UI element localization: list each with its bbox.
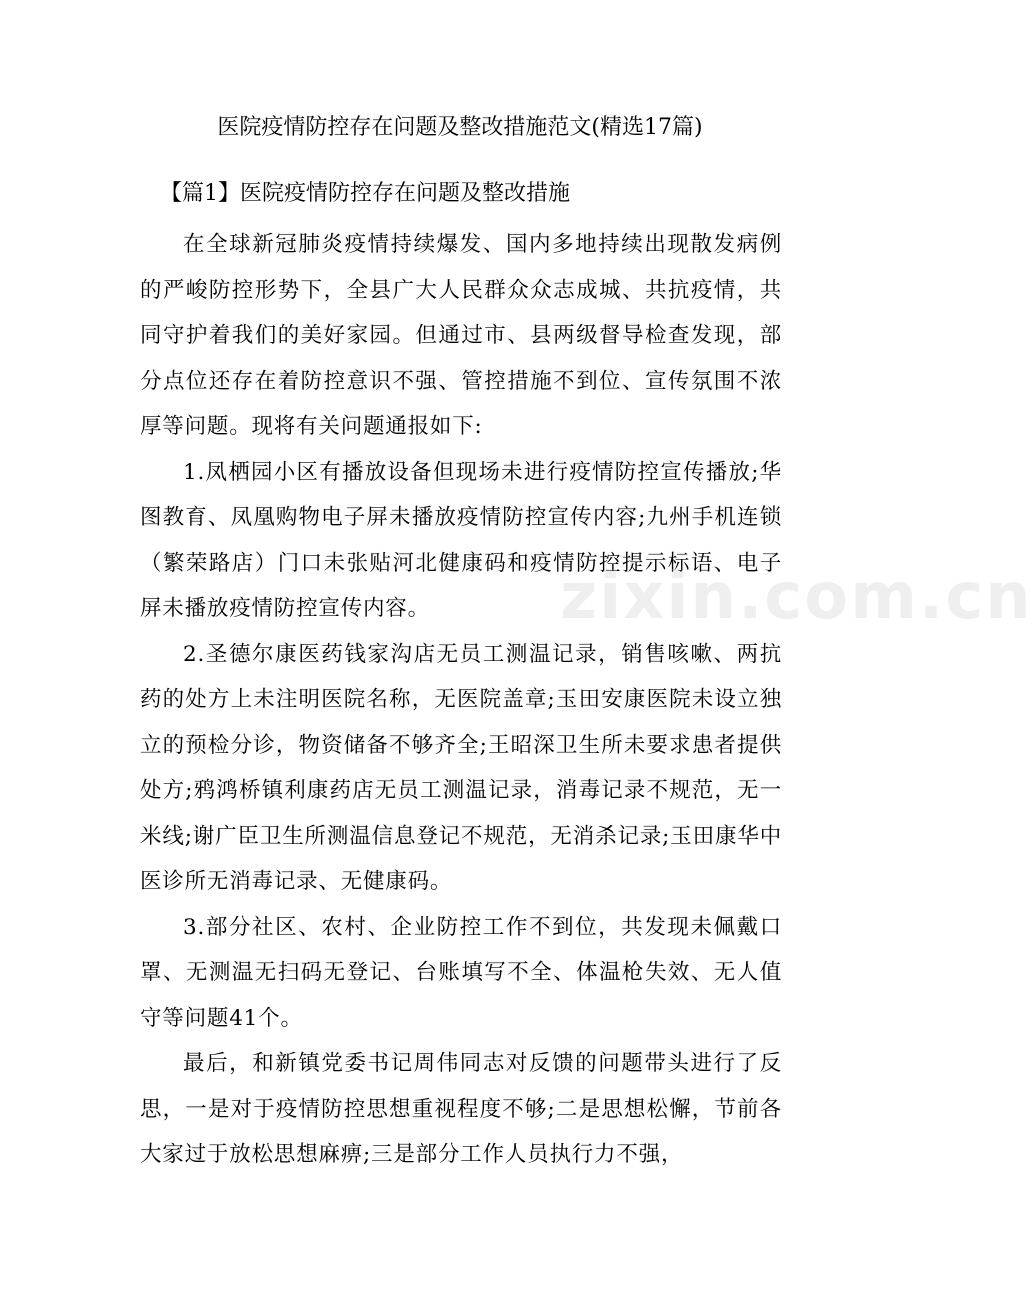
paragraph-intro: 在全球新冠肺炎疫情持续爆发、国内多地持续出现散发病例的严峻防控形势下，全县广大人民群众众志成城、共抗疫情，共同守护着我们的美好家园。但通过市、县两级督导检查发现，部分点位还存在着防控意识不强、管控措施不到位、宣传氛围不浓厚等问题。现将有关问题通报如下: [140, 232, 782, 439]
watermark-text: zixin.com.cn [560, 560, 1033, 634]
section-heading: 【篇1】医院疫情防控存在问题及整改措施 [160, 181, 570, 206]
document-body [140, 222, 782, 1178]
paragraph-item-3: 3.部分社区、农村、企业防控工作不到位，共发现未佩戴口罩、无测温无扫码无登记、台账填写不全、体温枪失效、无人值守等问题41个。 [140, 914, 782, 1031]
document-title: 医院疫情防控存在问题及整改措施范文(精选17篇) [217, 115, 703, 140]
paragraph-conclusion: 最后，和新镇党委书记周伟同志对反馈的问题带头进行了反思，一是对于疫情防控思想重视程度不够;二是思想松懈，节前各大家过于放松思想麻痹;三是部分工作人员执行力不强， [140, 1051, 782, 1167]
paragraph-item-1: 1.凤栖园小区有播放设备但现场未进行疫情防控宣传播放;华图教育、凤凰购物电子屏未播放疫情防控宣传内容;九州手机连锁（繁荣路店）门口未张贴河北健康码和疫情防控提示标语、电子屏未播放疫情防控宣传内容。 [140, 459, 782, 621]
paragraph-item-2: 2.圣德尔康医药钱家沟店无员工测温记录，销售咳嗽、两抗药的处方上未注明医院名称，无医院盖章;玉田安康医院未设立独立的预检分诊，物资储备不够齐全;王昭深卫生所未要求患者提供处方;鸦鸿桥镇利康药店无员工测温记录，消毒记录不规范，无一米线;谢广臣卫生所测温信息登记不规范，无消杀记录;玉田康华中医诊所无消毒记录、无健康码。 [140, 641, 782, 894]
